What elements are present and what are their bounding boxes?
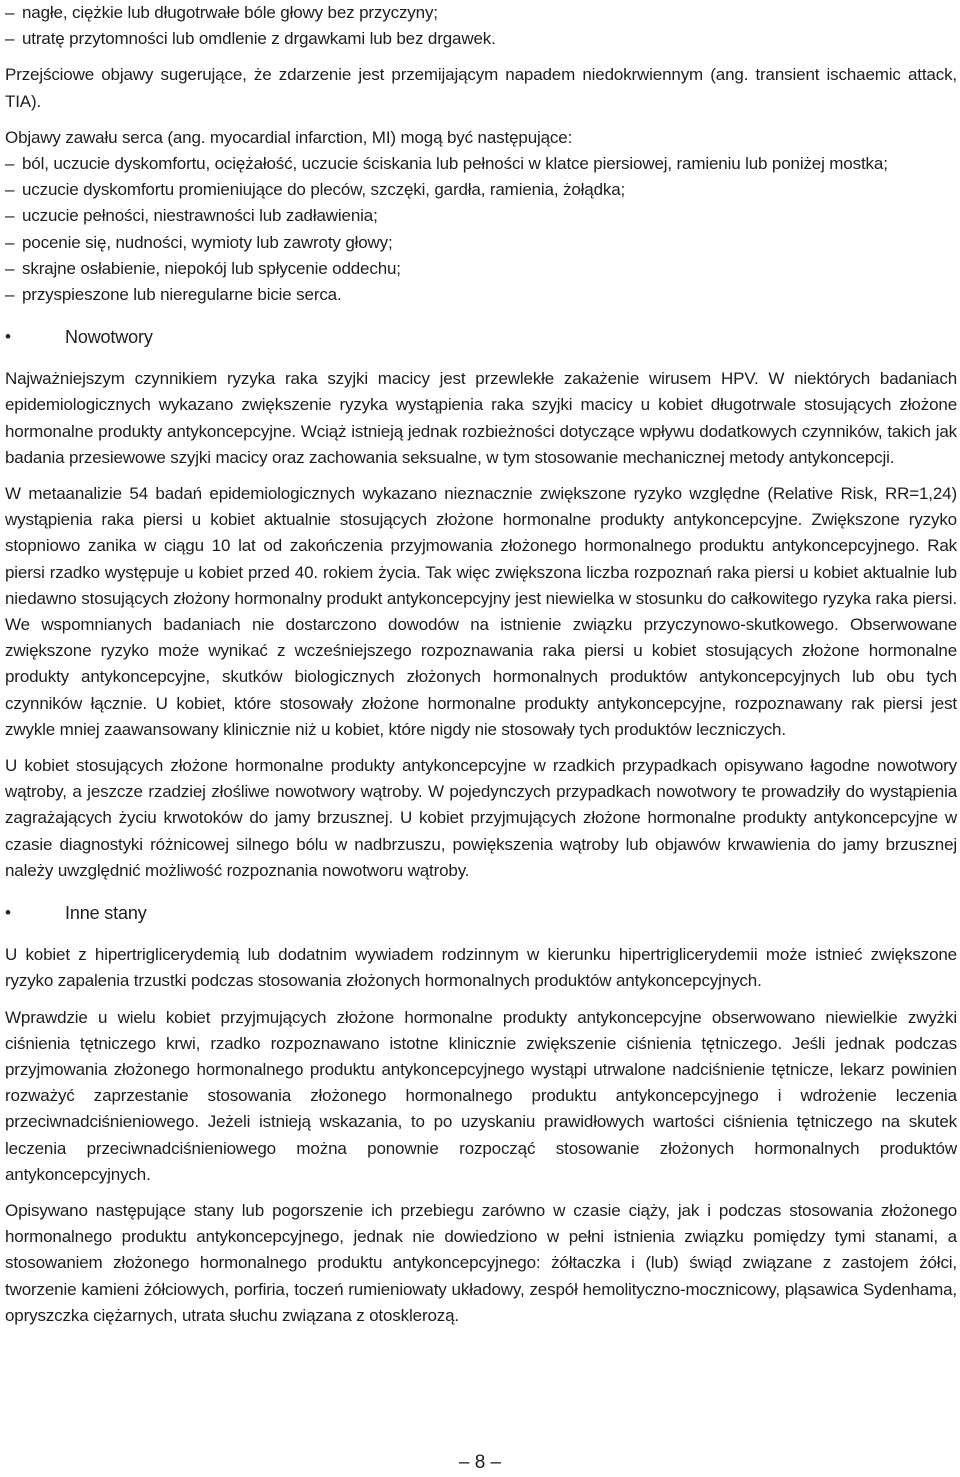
dash-marker: –: [5, 258, 15, 278]
dash-marker: –: [5, 232, 15, 252]
paragraph-breast-cancer: W metaanalizie 54 badań epidemiologicznych wykazano nieznacznie zwiększone ryzyko względne (Relative Risk, RR=1,24) wystąpienia raka piersi u kobiet aktualnie stosujących złożone hormonalne produkty antykoncepcyjne. Zwiększone ryzyko stopniowo zanika w ciągu 10 lat od zakończenia przyjmowania złożonego hormonalnego produktu antykoncepcyjnego. Rak piersi rzadko występuje u kobiet przed 40. rokiem życia. Tak więc zwiększona liczba rozpoznań raka piersi u kobiet aktualnie lub niedawno stosujących złożony hormonalny produkt antykoncepcyjny jest niewielka w stosunku do całkowitego ryzyka raka piersi. We wspomnianych badaniach nie dostarczono dowodów na istnienie związku przyczynowo-skutkowego. Obserwowane zwiększone ryzyko może wynikać z wcześniejszego rozpoznawania raka piersi u kobiet stosujących złożone hormonalne produkty antykoncepcyjne, skutków biologicznych złożonych hormonalnych produktów antykoncepcyjnych lub obu tych czynników łącznie. U kobiet, które stosowały złożone hormonalne produkty antykoncepcyjne, rozpoznawany rak piersi jest zwykle mniej zaawansowany klinicznie niż u kobiet, które nigdy nie stosowały tych produktów leczniczych.: [5, 484, 957, 739]
bullet-icon: •: [5, 902, 11, 922]
list-item: [5, 203, 957, 229]
list-item: [5, 0, 957, 26]
dash-marker: –: [5, 3, 15, 22]
section-title: Inne stany: [65, 902, 147, 923]
symptom-list-mi: [5, 151, 957, 308]
mi-intro-paragraph: Objawy zawału serca (ang. myocardial infarction, MI) mogą być następujące:: [5, 127, 573, 147]
document-page: [5, 0, 957, 1329]
dash-marker: –: [5, 285, 15, 305]
dash-marker: –: [5, 180, 15, 200]
list-item-text: nagłe, ciężkie lub długotrwałe bóle głowy bez przyczyny;: [22, 3, 438, 22]
list-item: [5, 256, 957, 282]
paragraph-other-conditions: Opisywano następujące stany lub pogorszenie ich przebiegu zarówno w czasie ciąży, jak i podczas stosowania złożonego hormonalnego produktu antykoncepcyjnego, jednak nie dowiedziono w pełni istnienia związku pomiędzy tymi stanami, a stosowaniem złożonego hormonalnego produktu antykoncepcyjnego: żółtaczka i (lub) świąd związane z zastojem żółci, tworzenie kamieni żółciowych, porfiria, toczeń rumieniowaty układowy, zespół hemolityczno-mocznicowy, pląsawica Sydenhama, opryszczka ciężarnych, utrata słuchu związana z otosklerozą.: [5, 1200, 957, 1325]
symptom-list-stroke: [5, 0, 957, 52]
page-number: – 8 –: [458, 1452, 502, 1473]
tia-paragraph: Przejściowe objawy sugerujące, że zdarzenie jest przemijającym napadem niedokrwiennym (ang. transient ischaemic attack, TIA).: [5, 65, 957, 111]
list-item-text: utratę przytomności lub omdlenie z drgawkami lub bez drgawek.: [22, 29, 496, 49]
paragraph-hpv: Najważniejszym czynnikiem ryzyka raka szyjki macicy jest przewlekłe zakażenie wirusem HPV. W niektórych badaniach epidemiologicznych wykazano zwiększenie ryzyka wystąpienia raka szyjki macicy u kobiet długotrwale stosujących złożone hormonalne produkty antykoncepcyjne. Wciąż istnieją jednak rozbieżności dotyczące wpływu dodatkowych czynników, takich jak badania przesiewowe szyjki macicy oraz zachowania seksualne, w tym stosowanie mechanicznej metody antykoncepcji.: [5, 369, 957, 467]
section-heading-inne-stany: [5, 894, 957, 932]
dash-marker: –: [5, 154, 15, 174]
paragraph-liver-tumors: U kobiet stosujących złożone hormonalne produkty antykoncepcyjne w rzadkich przypadkach opisywano łagodne nowotwory wątroby, a jeszcze rzadziej złośliwe nowotwory wątroby. W pojedynczych przypadkach nowotwory te prowadziły do wystąpienia zagrażających życiu krwotoków do jamy brzusznej. U kobiet przyjmujących złożone hormonalne produkty antykoncepcyjne w czasie diagnostyki różnicowej silnego bólu w nadbrzuszu, powiększenia wątroby lub objawów krwawienia do jamy brzusznej należy uwzględnić możliwość rozpoznania nowotworu wątroby.: [5, 756, 957, 880]
section-title: Nowotwory: [65, 327, 153, 348]
list-item-text: uczucie dyskomfortu promieniujące do pleców, szczęki, gardła, ramienia, żołądka;: [22, 180, 626, 200]
paragraph-pancreatitis: U kobiet z hipertriglicerydemią lub dodatnim wywiadem rodzinnym w kierunku hipertriglicerydemii może istnieć zwiększone ryzyko zapalenia trzustki podczas stosowania złożonych hormonalnych produktów antykoncepcyjnych.: [5, 945, 957, 991]
list-item: [5, 151, 957, 177]
list-item-text: przyspieszone lub nieregularne bicie serca.: [22, 285, 342, 305]
list-item: [5, 282, 957, 308]
bullet-icon: •: [5, 327, 11, 347]
list-item-text: skrajne osłabienie, niepokój lub spłycenie oddechu;: [22, 258, 401, 278]
dash-marker: –: [5, 29, 15, 49]
dash-marker: –: [5, 206, 15, 226]
list-item: [5, 26, 957, 52]
list-item-text: pocenie się, nudności, wymioty lub zawroty głowy;: [22, 232, 393, 252]
list-item: [5, 177, 957, 203]
list-item-text: uczucie pełności, niestrawności lub zadławienia;: [22, 206, 378, 226]
list-item: [5, 230, 957, 256]
paragraph-hypertension: Wprawdzie u wielu kobiet przyjmujących złożone hormonalne produkty antykoncepcyjne obserwowano niewielkie zwyżki ciśnienia tętniczego krwi, rzadko rozpoznawano istotne klinicznie zwiększenie ciśnienia tętniczego. Jeśli jednak podczas przyjmowania złożonego hormonalnego produktu antykoncepcyjnego wystąpi utrwalone nadciśnienie tętnicze, lekarz powinien rozważyć zaprzestanie stosowania złożonego hormonalnego produktu antykoncepcyjnego i wdrożenie leczenia przeciwnadciśnieniowego. Jeżeli istnieją wskazania, to po uzyskaniu prawidłowych wartości ciśnienia tętniczego na skutek leczenia przeciwnadciśnieniowego można ponownie rozpocząć stosowanie złożonych hormonalnych produktów antykoncepcyjnych.: [5, 1007, 957, 1184]
section-heading-nowotwory: [5, 318, 957, 356]
list-item-text: ból, uczucie dyskomfortu, ociężałość, uczucie ściskania lub pełności w klatce piersiowej, ramieniu lub poniżej mostka;: [22, 154, 888, 174]
